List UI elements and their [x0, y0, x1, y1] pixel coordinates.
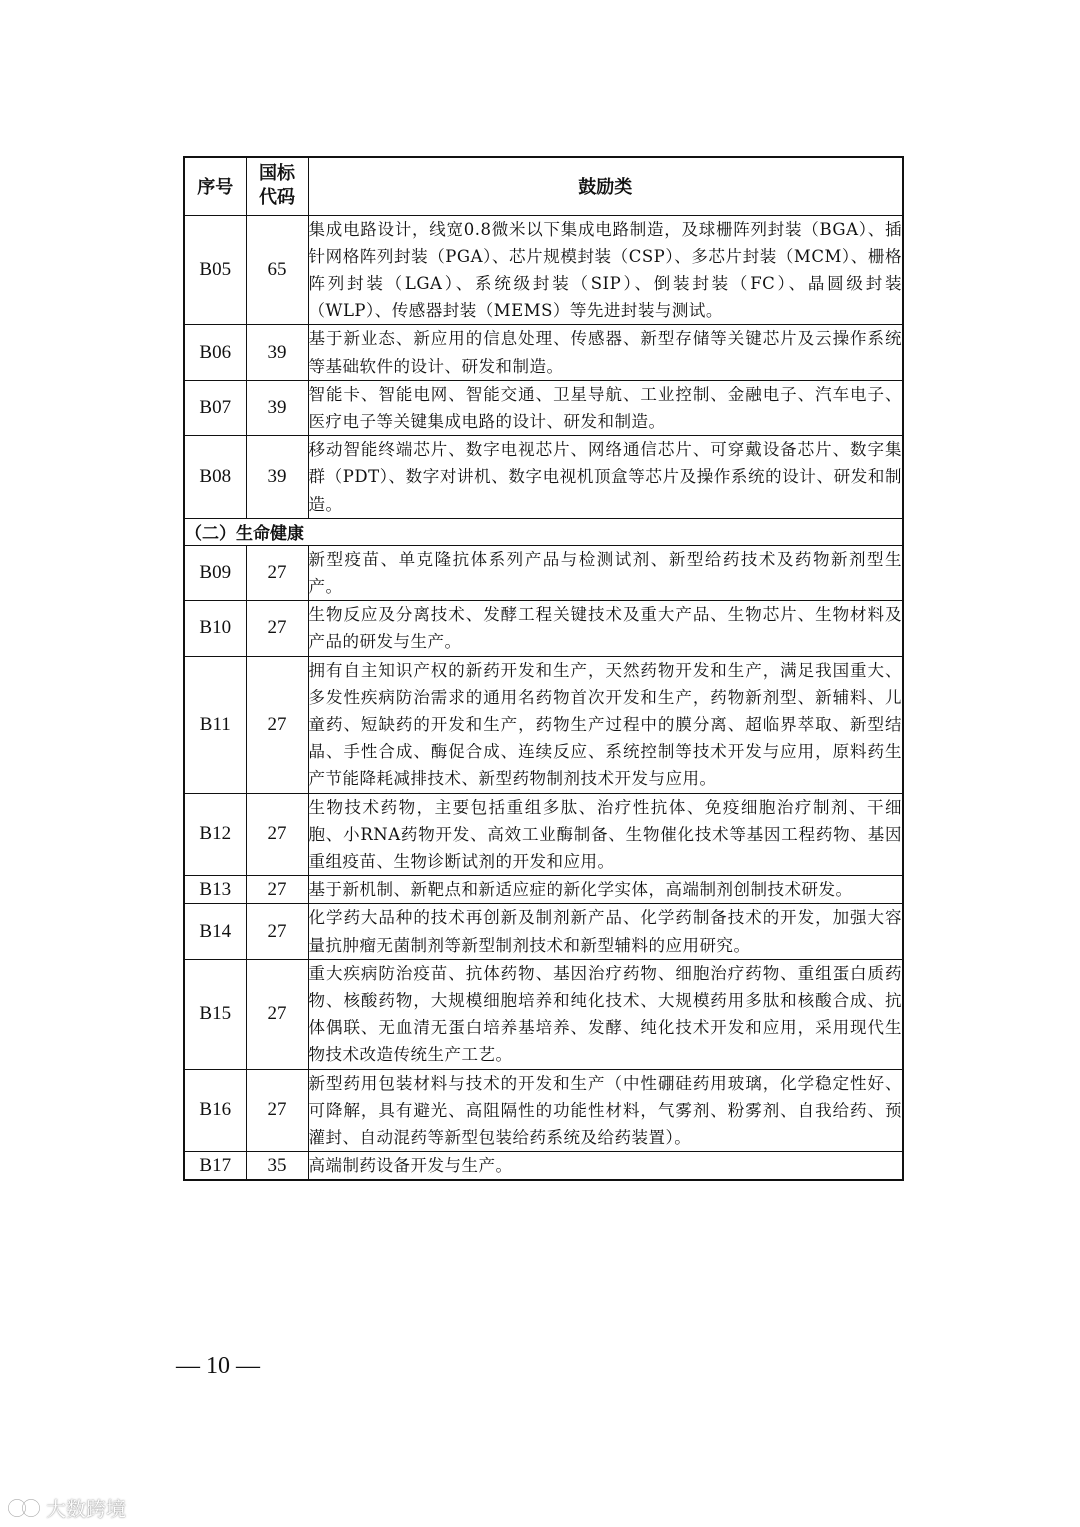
table-row [184, 904, 903, 959]
table-row [184, 325, 903, 380]
row-gb-code: 27 [246, 545, 308, 600]
table-row [184, 545, 903, 600]
row-code: B13 [184, 876, 246, 904]
row-gb-code: 39 [246, 325, 308, 380]
row-description: 重大疾病防治疫苗、抗体药物、基因治疗药物、细胞治疗药物、重组蛋白质药物、核酸药物，大规模细胞培养和纯化技术、大规模药用多肽和核酸合成、抗体偶联、无血清无蛋白培养基培养、发酵、纯化技术开发和应用，采用现代生物技术改造传统生产工艺。 [308, 959, 903, 1069]
row-description: 拥有自主知识产权的新药开发和生产，天然药物开发和生产，满足我国重大、多发性疾病防治需求的通用名药物首次开发和生产，药物新剂型、新辅料、儿童药、短缺药的开发和生产，药物生产过程中的膜分离、超临界萃取、新型结晶、手性合成、酶促合成、连续反应、系统控制等技术开发与应用，原料药生产节能降耗减排技术、新型药物制剂技术开发与应用。 [308, 656, 903, 793]
row-gb-code: 27 [246, 1069, 308, 1152]
header-category: 鼓励类 [308, 157, 903, 215]
table-header-row [184, 157, 903, 215]
row-code: B16 [184, 1069, 246, 1152]
row-description: 新型疫苗、单克隆抗体系列产品与检测试剂、新型给药技术及药物新剂型生产。 [308, 545, 903, 600]
row-description: 化学药大品种的技术再创新及制剂新产品、化学药制备技术的开发，加强大容量抗肿瘤无菌制剂等新型制剂技术和新型辅料的应用研究。 [308, 904, 903, 959]
row-code: B10 [184, 601, 246, 656]
table-row [184, 601, 903, 656]
row-code: B08 [184, 436, 246, 519]
header-gb-line2: 代码 [259, 187, 295, 209]
row-gb-code: 27 [246, 656, 308, 793]
row-code: B11 [184, 656, 246, 793]
row-code: B06 [184, 325, 246, 380]
row-code: B09 [184, 545, 246, 600]
row-gb-code: 65 [246, 215, 308, 325]
row-description: 智能卡、智能电网、智能交通、卫星导航、工业控制、金融电子、汽车电子、医疗电子等关键集成电路的设计、研发和制造。 [308, 380, 903, 435]
row-code: B15 [184, 959, 246, 1069]
table-row [184, 959, 903, 1069]
section-title: （二）生命健康 [184, 518, 903, 545]
header-gb-line1: 国标 [259, 163, 295, 185]
row-gb-code: 27 [246, 601, 308, 656]
table-row [184, 215, 903, 325]
row-description: 集成电路设计，线宽0.8微米以下集成电路制造，及球栅阵列封装（BGA）、插针网格阵列封装（PGA）、芯片规模封装（CSP）、多芯片封装（MCM）、栅格阵列封装（LGA）、系统级封装（SIP）、倒装封装（FC）、晶圆级封装（WLP）、传感器封装（MEMS）等先进封装与测试。 [308, 215, 903, 325]
watermark-logo-icon [8, 1497, 42, 1519]
row-description: 基于新机制、新靶点和新适应症的新化学实体，高端制剂创制技术研发。 [308, 876, 903, 904]
row-description: 生物技术药物，主要包括重组多肽、治疗性抗体、免疫细胞治疗制剂、干细胞、小RNA药物开发、高效工业酶制备、生物催化技术等基因工程药物、基因重组疫苗、生物诊断试剂的开发和应用。 [308, 793, 903, 876]
row-code: B12 [184, 793, 246, 876]
header-seq: 序号 [184, 157, 246, 215]
row-description: 高端制药设备开发与生产。 [308, 1152, 903, 1181]
row-code: B07 [184, 380, 246, 435]
row-gb-code: 35 [246, 1152, 308, 1181]
row-description: 生物反应及分离技术、发酵工程关键技术及重大产品、生物芯片、生物材料及产品的研发与生产。 [308, 601, 903, 656]
row-gb-code: 39 [246, 380, 308, 435]
row-description: 新型药用包装材料与技术的开发和生产（中性硼硅药用玻璃，化学稳定性好、可降解，具有避光、高阻隔性的功能性材料，气雾剂、粉雾剂、自我给药、预灌封、自动混药等新型包装给药系统及给药装置）。 [308, 1069, 903, 1152]
table-row [184, 436, 903, 519]
row-gb-code: 27 [246, 793, 308, 876]
row-code: B17 [184, 1152, 246, 1181]
row-gb-code: 27 [246, 904, 308, 959]
table-row [184, 656, 903, 793]
row-gb-code: 27 [246, 876, 308, 904]
table-row [184, 1152, 903, 1181]
header-gb-code [246, 157, 308, 215]
row-code: B14 [184, 904, 246, 959]
watermark [8, 1493, 126, 1522]
table-row [184, 1069, 903, 1152]
industry-catalog-table [183, 156, 904, 1181]
row-description: 移动智能终端芯片、数字电视芯片、网络通信芯片、可穿戴设备芯片、数字集群（PDT）、数字对讲机、数字电视机顶盒等芯片及操作系统的设计、研发和制造。 [308, 436, 903, 519]
row-description: 基于新业态、新应用的信息处理、传感器、新型存储等关键芯片及云操作系统等基础软件的设计、研发和制造。 [308, 325, 903, 380]
table-row [184, 380, 903, 435]
table-row [184, 876, 903, 904]
table-row [184, 793, 903, 876]
row-gb-code: 27 [246, 959, 308, 1069]
page-number: — 10 — [176, 1353, 260, 1379]
row-code: B05 [184, 215, 246, 325]
section-row [184, 518, 903, 545]
watermark-text: 大数跨境 [46, 1497, 126, 1521]
row-gb-code: 39 [246, 436, 308, 519]
